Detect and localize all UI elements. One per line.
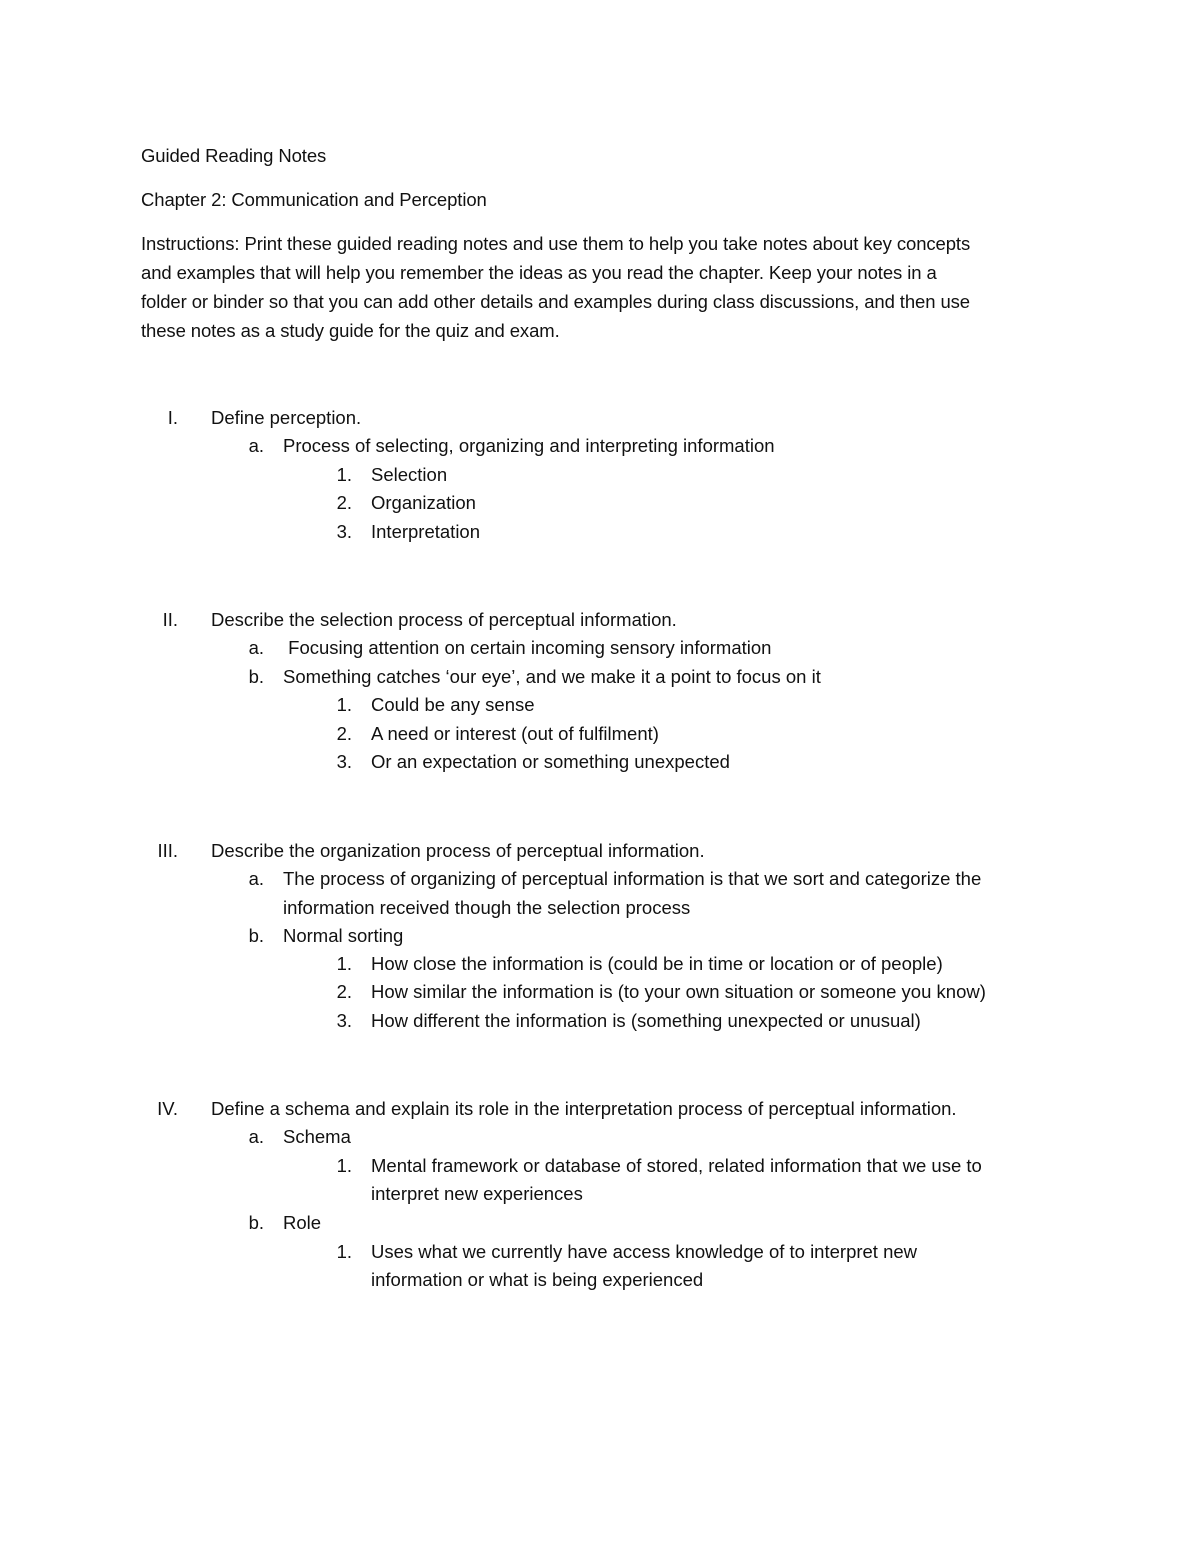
list-item: How close the information is (could be in time or location or of people) <box>371 953 943 974</box>
list-item: Interpretation <box>371 521 481 542</box>
subitem-text: Focusing attention on certain incoming sensory information <box>283 637 772 658</box>
subitem-text: Role <box>283 1212 322 1233</box>
subitem-marker: a. <box>248 868 264 889</box>
subitem-text: Schema <box>283 1126 351 1147</box>
list-marker: 1. <box>336 464 352 485</box>
list-marker: 1. <box>336 1241 352 1262</box>
instructions-line: folder or binder so that you can add other details and examples during class discussions, and then use <box>141 291 970 312</box>
subitem-marker: b. <box>248 925 264 946</box>
section-heading: Define perception. <box>211 407 362 428</box>
chapter-heading: Chapter 2: Communication and Perception <box>141 189 487 210</box>
section-marker: III. <box>157 840 178 861</box>
list-marker: 2. <box>336 723 352 744</box>
section-heading: Describe the organization process of perceptual information. <box>211 840 705 861</box>
instructions-line: Instructions: Print these guided reading notes and use them to help you take notes about key concepts <box>141 233 971 254</box>
list-marker: 1. <box>336 953 352 974</box>
instructions-line: these notes as a study guide for the quiz and exam. <box>141 320 560 341</box>
list-marker: 3. <box>336 521 352 542</box>
list-item: Mental framework or database of stored, related information that we use to <box>371 1155 982 1176</box>
section-marker: IV. <box>157 1098 178 1119</box>
list-marker: 1. <box>336 694 352 715</box>
subitem-text: The process of organizing of perceptual information is that we sort and categorize the <box>283 868 982 889</box>
subitem-marker: a. <box>248 637 264 658</box>
list-item: Uses what we currently have access knowledge of to interpret new <box>371 1241 918 1262</box>
list-item: Or an expectation or something unexpected <box>371 751 730 772</box>
list-marker: 3. <box>336 751 352 772</box>
list-marker: 3. <box>336 1010 352 1031</box>
instructions-line: and examples that will help you remember the ideas as you read the chapter. Keep your notes in a <box>141 262 937 283</box>
subitem-marker: b. <box>248 666 264 687</box>
list-item: How similar the information is (to your own situation or someone you know) <box>371 981 986 1002</box>
subitem-marker: b. <box>248 1212 264 1233</box>
list-item: information or what is being experienced <box>371 1269 704 1290</box>
subitem-text: Process of selecting, organizing and interpreting information <box>283 435 775 456</box>
subitem-marker: a. <box>248 1126 264 1147</box>
subitem-text: Normal sorting <box>283 925 404 946</box>
subitem-text: information received though the selection process <box>283 897 691 918</box>
list-item: Organization <box>371 492 476 513</box>
list-item: How different the information is (something unexpected or unusual) <box>371 1010 921 1031</box>
list-item: Could be any sense <box>371 694 535 715</box>
section-heading: Describe the selection process of perceptual information. <box>211 609 677 630</box>
document-title: Guided Reading Notes <box>141 145 327 166</box>
section-marker: I. <box>167 407 178 428</box>
section-marker: II. <box>162 609 178 630</box>
list-marker: 1. <box>336 1155 352 1176</box>
subitem-text: Something catches ‘our eye’, and we make it a point to focus on it <box>283 666 821 687</box>
list-item: A need or interest (out of fulfilment) <box>371 723 659 744</box>
list-item: Selection <box>371 464 448 485</box>
list-marker: 2. <box>336 492 352 513</box>
section-heading: Define a schema and explain its role in the interpretation process of perceptual information. <box>211 1098 957 1119</box>
list-item: interpret new experiences <box>371 1183 583 1204</box>
subitem-marker: a. <box>248 435 264 456</box>
list-marker: 2. <box>336 981 352 1002</box>
